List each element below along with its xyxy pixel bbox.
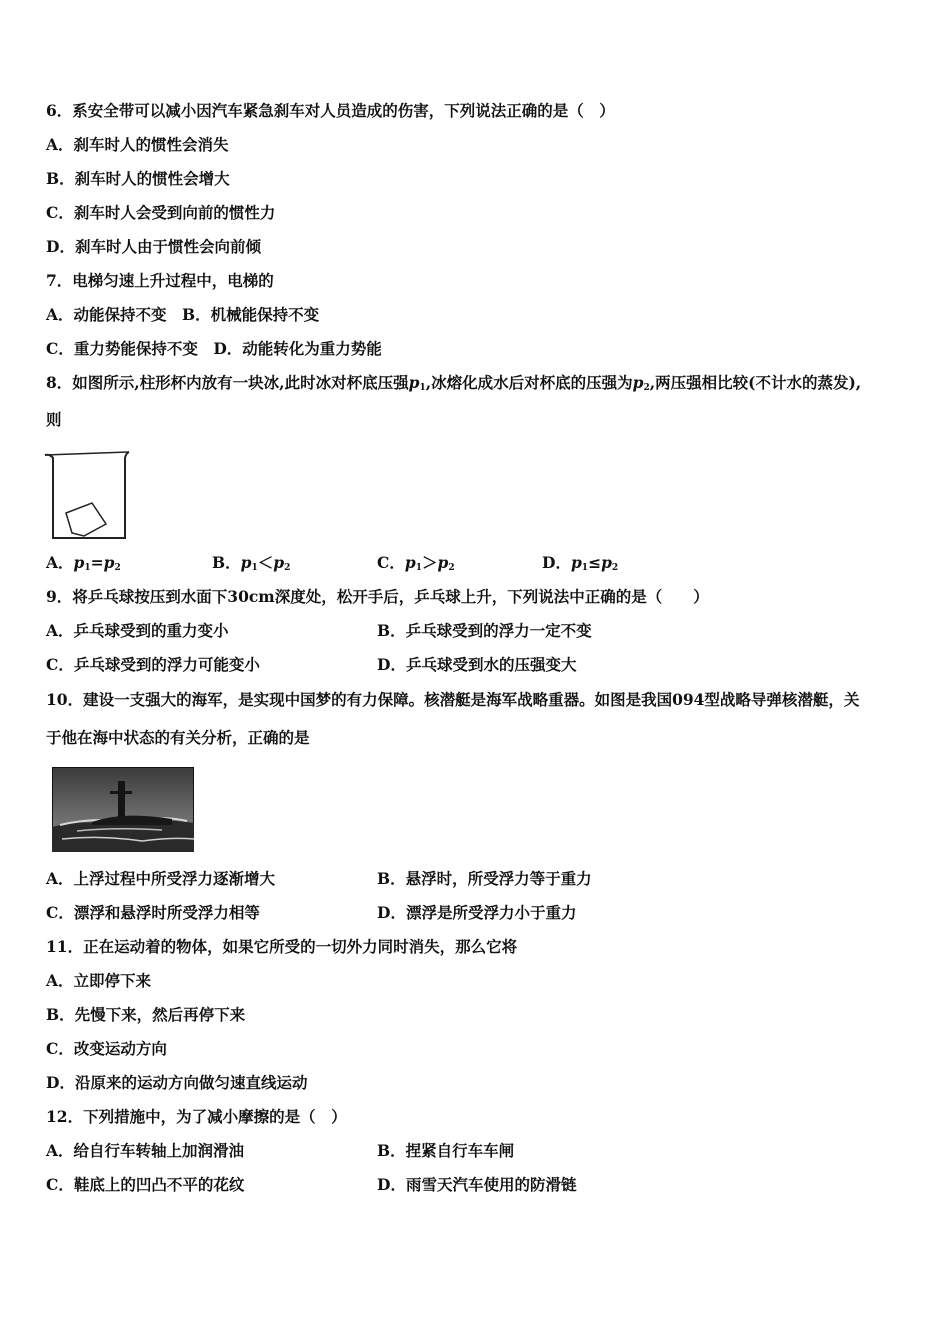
q12-option-d[interactable]: D．雨雪天汽车使用的防滑链 (377, 1175, 577, 1194)
q7-options-ab[interactable]: A．动能保持不变 B．机械能保持不变 (46, 305, 320, 324)
q8-option-c[interactable] (377, 553, 455, 578)
q8-option-a[interactable] (46, 553, 121, 578)
q8-sub: 1 (251, 563, 258, 573)
q8-relation: ≤ (588, 553, 602, 572)
q8-var-p: p (273, 553, 285, 572)
q8-sub: 1 (415, 563, 422, 573)
q6-option-a[interactable]: A．刹车时人的惯性会消失 (46, 135, 229, 154)
q9-option-b[interactable]: B．乒乓球受到的浮力一定不变 (377, 621, 592, 640)
q8-var-p: p (601, 553, 612, 572)
q8-relation: ＜ (257, 553, 274, 572)
q6-option-c[interactable]: C．刹车时人会受到向前的惯性力 (46, 203, 276, 222)
q10-option-c[interactable]: C．漂浮和悬浮时所受浮力相等 (46, 903, 260, 922)
q8-sub: 2 (284, 563, 291, 573)
q12-stem: 12．下列措施中，为了减小摩擦的是（ ） (46, 1107, 347, 1126)
q10-row2 (46, 903, 577, 923)
q11-option-c[interactable]: C．改变运动方向 (46, 1039, 167, 1058)
q12-option-a[interactable]: A．给自行车转轴上加润滑油 (46, 1141, 245, 1160)
q8-sub: 2 (448, 563, 455, 573)
q8-var-p: p (408, 373, 420, 392)
q9-option-c[interactable]: C．乒乓球受到的浮力可能变小 (46, 655, 260, 674)
q8-sub: 2 (114, 563, 121, 573)
beaker-with-ice-figure (44, 450, 130, 544)
q8-option-label: D． (542, 553, 571, 572)
q8-option-label: C． (377, 553, 405, 572)
q8-stem-part3: ,两压强相比较(不计水的蒸发), (649, 373, 862, 392)
q7-options-cd[interactable]: C．重力势能保持不变 D．动能转化为重力势能 (46, 339, 382, 358)
q8-sub: 2 (611, 563, 619, 573)
q12-option-b[interactable]: B．捏紧自行车车闸 (377, 1141, 515, 1160)
q8-sub: 1 (84, 563, 91, 573)
q7-stem: 7．电梯匀速上升过程中，电梯的 (46, 271, 274, 290)
q12-row1 (46, 1141, 515, 1161)
q10-row1 (46, 869, 592, 889)
q6-stem: 6．系安全带可以减小因汽车紧急刹车对人员造成的伤害，下列说法正确的是（ ） (46, 101, 615, 120)
q8-stem-part2: ,冰熔化成水后对杯底的压强为 (425, 373, 633, 392)
q8-option-d[interactable] (542, 553, 618, 578)
q8-sub: 1 (581, 563, 589, 573)
q9-row2 (46, 655, 577, 675)
q8-option-label: A． (46, 553, 74, 572)
q9-option-a[interactable]: A．乒乓球受到的重力变小 (46, 621, 229, 640)
q12-option-c[interactable]: C．鞋底上的凹凸不平的花纹 (46, 1175, 245, 1194)
q8-option-b[interactable] (212, 553, 290, 578)
q8-stem-part1: 8．如图所示,柱形杯内放有一块冰,此时冰对杯底压强 (46, 373, 409, 392)
q8-var-p: p (437, 553, 449, 572)
q8-stem-line2: 则 (46, 410, 62, 429)
q10-option-d[interactable]: D．漂浮是所受浮力小于重力 (377, 903, 577, 922)
q8-sub: 1 (419, 383, 426, 393)
q11-option-b[interactable]: B．先慢下来，然后再停下来 (46, 1005, 246, 1024)
q12-row2 (46, 1175, 577, 1195)
q8-var-p: p (570, 553, 582, 572)
q9-option-d[interactable]: D．乒乓球受到水的压强变大 (377, 655, 577, 674)
q8-var-p: p (632, 373, 644, 392)
q11-option-d[interactable]: D．沿原来的运动方向做匀速直线运动 (46, 1073, 308, 1092)
q6-option-d[interactable]: D．刹车时人由于惯性会向前倾 (46, 237, 261, 256)
q8-stem (46, 373, 861, 398)
q8-var-p: p (240, 553, 252, 572)
q9-row1 (46, 621, 592, 641)
q8-option-label: B． (212, 553, 241, 572)
q10-stem-line1: 10．建设一支强大的海军，是实现中国梦的有力保障。核潜艇是海军战略重器。如图是我国094型战略导弹核潜艇，关 (46, 690, 860, 709)
q6-option-b[interactable]: B．刹车时人的惯性会增大 (46, 169, 230, 188)
q8-relation: = (90, 553, 104, 572)
q10-option-a[interactable]: A．上浮过程中所受浮力逐渐增大 (46, 869, 276, 888)
q8-var-p: p (73, 553, 85, 572)
q9-stem: 9．将乒乓球按压到水面下30cm深度处，松开手后，乒乓球上升，下列说法中正确的是（ ） (46, 587, 709, 606)
q8-sub: 2 (643, 383, 650, 393)
q10-stem-line2: 于他在海中状态的有关分析，正确的是 (46, 728, 310, 747)
submarine-photo (52, 767, 194, 852)
q11-stem: 11．正在运动着的物体，如果它所受的一切外力同时消失，那么它将 (46, 937, 518, 956)
q10-option-b[interactable]: B．悬浮时，所受浮力等于重力 (377, 869, 592, 888)
q11-option-a[interactable]: A．立即停下来 (46, 971, 152, 990)
q8-relation: ＞ (421, 553, 438, 572)
q8-var-p: p (103, 553, 115, 572)
q8-var-p: p (404, 553, 416, 572)
